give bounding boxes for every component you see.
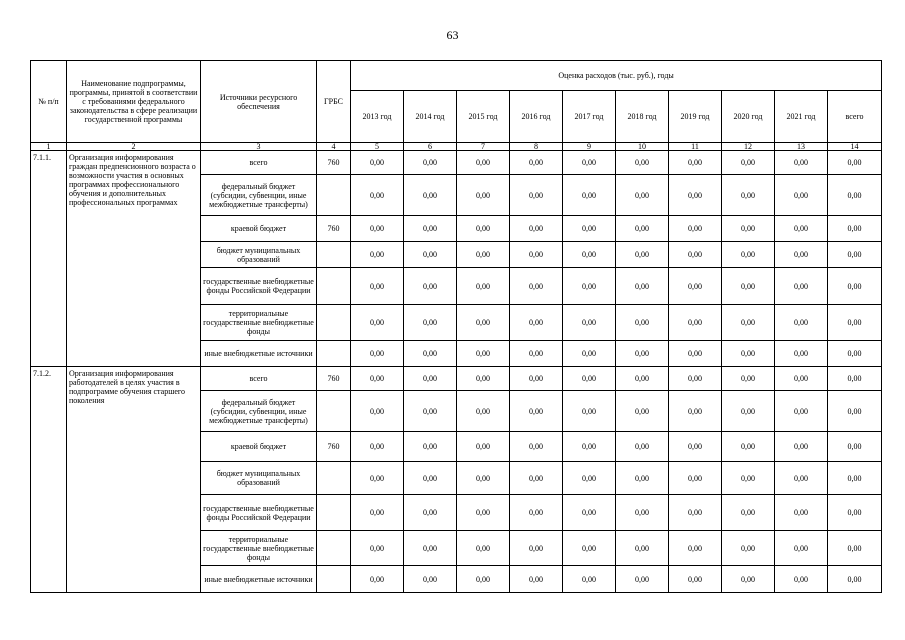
expense-value: 0,00 — [616, 268, 669, 305]
grbs-code — [317, 175, 351, 216]
expense-value: 0,00 — [828, 566, 882, 593]
expense-value: 0,00 — [616, 432, 669, 462]
expense-value: 0,00 — [828, 462, 882, 495]
header-year: 2015 год — [457, 91, 510, 143]
expense-value: 0,00 — [563, 216, 616, 242]
expense-value: 0,00 — [669, 305, 722, 341]
expense-value: 0,00 — [722, 432, 775, 462]
grbs-code: 760 — [317, 367, 351, 391]
column-number: 13 — [775, 143, 828, 151]
expense-value: 0,00 — [563, 495, 616, 531]
expense-value: 0,00 — [722, 391, 775, 432]
expense-value: 0,00 — [510, 305, 563, 341]
grbs-code: 760 — [317, 216, 351, 242]
expense-value: 0,00 — [404, 268, 457, 305]
expense-value: 0,00 — [457, 531, 510, 566]
expense-value: 0,00 — [457, 305, 510, 341]
expense-value: 0,00 — [351, 566, 404, 593]
grbs-code — [317, 268, 351, 305]
expense-value: 0,00 — [563, 432, 616, 462]
expense-value: 0,00 — [351, 462, 404, 495]
expense-value: 0,00 — [510, 432, 563, 462]
header-year: 2018 год — [616, 91, 669, 143]
section-name: Организация информирования граждан предпенсионного возраста о возможности участия в основных программах профессионального обучения и дополнительных профессиональных программах — [67, 151, 201, 367]
expense-value: 0,00 — [457, 151, 510, 175]
expense-value: 0,00 — [722, 462, 775, 495]
expense-value: 0,00 — [510, 391, 563, 432]
grbs-code: 760 — [317, 432, 351, 462]
header-year: 2014 год — [404, 91, 457, 143]
expense-value: 0,00 — [510, 175, 563, 216]
header-num: № п/п — [31, 61, 67, 143]
column-number: 10 — [616, 143, 669, 151]
expense-value: 0,00 — [616, 462, 669, 495]
funding-source: краевой бюджет — [201, 432, 317, 462]
expense-value: 0,00 — [775, 151, 828, 175]
expense-value: 0,00 — [828, 305, 882, 341]
expense-value: 0,00 — [775, 531, 828, 566]
expense-value: 0,00 — [722, 367, 775, 391]
expense-value: 0,00 — [563, 367, 616, 391]
expense-value: 0,00 — [351, 175, 404, 216]
expense-value: 0,00 — [616, 242, 669, 268]
expense-value: 0,00 — [616, 495, 669, 531]
header-grbs: ГРБС — [317, 61, 351, 143]
expense-value: 0,00 — [669, 531, 722, 566]
column-number: 11 — [669, 143, 722, 151]
expense-value: 0,00 — [351, 305, 404, 341]
expense-value: 0,00 — [457, 341, 510, 367]
funding-source: краевой бюджет — [201, 216, 317, 242]
expense-value: 0,00 — [563, 305, 616, 341]
expense-value: 0,00 — [722, 216, 775, 242]
grbs-code — [317, 305, 351, 341]
expense-value: 0,00 — [351, 367, 404, 391]
expense-value: 0,00 — [775, 367, 828, 391]
expense-value: 0,00 — [563, 341, 616, 367]
header-year: 2017 год — [563, 91, 616, 143]
column-number: 5 — [351, 143, 404, 151]
expense-value: 0,00 — [404, 216, 457, 242]
expense-value: 0,00 — [563, 268, 616, 305]
expense-value: 0,00 — [722, 175, 775, 216]
header-year: 2020 год — [722, 91, 775, 143]
header-year: 2013 год — [351, 91, 404, 143]
expense-value: 0,00 — [828, 216, 882, 242]
expense-value: 0,00 — [457, 462, 510, 495]
section-number: 7.1.2. — [31, 367, 67, 593]
expense-value: 0,00 — [563, 391, 616, 432]
expense-value: 0,00 — [722, 531, 775, 566]
expense-value: 0,00 — [616, 566, 669, 593]
section-name: Организация информирования работодателей в целях участия в подпрограмме обучения старшего поколения — [67, 367, 201, 593]
expense-value: 0,00 — [404, 462, 457, 495]
expense-value: 0,00 — [828, 151, 882, 175]
expense-value: 0,00 — [404, 391, 457, 432]
expense-value: 0,00 — [457, 566, 510, 593]
funding-source: государственные внебюджетные фонды Российской Федерации — [201, 495, 317, 531]
column-number: 1 — [31, 143, 67, 151]
expense-value: 0,00 — [669, 268, 722, 305]
expense-value: 0,00 — [563, 151, 616, 175]
header-source: Источники ресурсного обеспечения — [201, 61, 317, 143]
expense-value: 0,00 — [351, 216, 404, 242]
expense-value: 0,00 — [775, 566, 828, 593]
expense-value: 0,00 — [510, 367, 563, 391]
funding-source: всего — [201, 151, 317, 175]
grbs-code — [317, 531, 351, 566]
expense-value: 0,00 — [828, 531, 882, 566]
expense-value: 0,00 — [404, 175, 457, 216]
expense-value: 0,00 — [563, 462, 616, 495]
page-number: 63 — [446, 28, 459, 42]
expense-value: 0,00 — [404, 432, 457, 462]
expense-value: 0,00 — [775, 341, 828, 367]
expense-value: 0,00 — [510, 268, 563, 305]
expense-value: 0,00 — [616, 367, 669, 391]
expense-value: 0,00 — [616, 391, 669, 432]
funding-source: бюджет муниципальных образований — [201, 242, 317, 268]
header-estimate: Оценка расходов (тыс. руб.), годы — [351, 61, 882, 91]
table-row — [31, 367, 882, 391]
expense-value: 0,00 — [616, 531, 669, 566]
expense-value: 0,00 — [616, 305, 669, 341]
expense-value: 0,00 — [404, 367, 457, 391]
expense-value: 0,00 — [563, 175, 616, 216]
expense-value: 0,00 — [722, 305, 775, 341]
expense-value: 0,00 — [510, 242, 563, 268]
table-row — [31, 151, 882, 175]
expense-value: 0,00 — [351, 268, 404, 305]
expense-value: 0,00 — [457, 175, 510, 216]
column-number: 2 — [67, 143, 201, 151]
expense-value: 0,00 — [775, 432, 828, 462]
expense-value: 0,00 — [510, 462, 563, 495]
header-year: 2019 год — [669, 91, 722, 143]
funding-source: бюджет муниципальных образований — [201, 462, 317, 495]
header-year: всего — [828, 91, 882, 143]
expense-value: 0,00 — [828, 341, 882, 367]
expense-value: 0,00 — [669, 566, 722, 593]
column-number: 3 — [201, 143, 317, 151]
expense-table — [30, 60, 882, 593]
expense-value: 0,00 — [669, 341, 722, 367]
expense-value: 0,00 — [404, 305, 457, 341]
expense-value: 0,00 — [404, 495, 457, 531]
expense-value: 0,00 — [510, 151, 563, 175]
expense-value: 0,00 — [457, 391, 510, 432]
expense-value: 0,00 — [616, 151, 669, 175]
grbs-code — [317, 495, 351, 531]
expense-value: 0,00 — [775, 495, 828, 531]
expense-value: 0,00 — [351, 391, 404, 432]
column-number: 12 — [722, 143, 775, 151]
funding-source: государственные внебюджетные фонды Российской Федерации — [201, 268, 317, 305]
expense-value: 0,00 — [457, 495, 510, 531]
expense-value: 0,00 — [722, 566, 775, 593]
expense-value: 0,00 — [510, 531, 563, 566]
expense-value: 0,00 — [510, 341, 563, 367]
grbs-code — [317, 341, 351, 367]
expense-value: 0,00 — [775, 175, 828, 216]
expense-value: 0,00 — [669, 151, 722, 175]
expense-value: 0,00 — [616, 175, 669, 216]
funding-source: территориальные государственные внебюджетные фонды — [201, 531, 317, 566]
header-year: 2016 год — [510, 91, 563, 143]
expense-value: 0,00 — [828, 495, 882, 531]
expense-value: 0,00 — [404, 242, 457, 268]
expense-value: 0,00 — [457, 216, 510, 242]
expense-value: 0,00 — [828, 268, 882, 305]
header-name: Наименование подпрограммы, программы, принятой в соответствии с требованиями федерального законодательства в сфере реализации государственной программы — [67, 61, 201, 143]
expense-value: 0,00 — [828, 367, 882, 391]
funding-source: территориальные государственные внебюджетные фонды — [201, 305, 317, 341]
expense-value: 0,00 — [563, 566, 616, 593]
expense-value: 0,00 — [722, 268, 775, 305]
expense-value: 0,00 — [775, 242, 828, 268]
expense-value: 0,00 — [351, 495, 404, 531]
column-number: 4 — [317, 143, 351, 151]
expense-value: 0,00 — [351, 151, 404, 175]
expense-value: 0,00 — [775, 216, 828, 242]
expense-value: 0,00 — [457, 367, 510, 391]
expense-value: 0,00 — [510, 566, 563, 593]
column-number: 8 — [510, 143, 563, 151]
expense-value: 0,00 — [669, 432, 722, 462]
expense-value: 0,00 — [510, 495, 563, 531]
expense-value: 0,00 — [457, 242, 510, 268]
expense-value: 0,00 — [510, 216, 563, 242]
grbs-code — [317, 391, 351, 432]
expense-value: 0,00 — [828, 391, 882, 432]
expense-value: 0,00 — [351, 341, 404, 367]
expense-value: 0,00 — [828, 175, 882, 216]
funding-source: федеральный бюджет (субсидии, субвенции, иные межбюджетные трансферты) — [201, 175, 317, 216]
column-number: 9 — [563, 143, 616, 151]
expense-value: 0,00 — [563, 242, 616, 268]
expense-value: 0,00 — [722, 242, 775, 268]
expense-value: 0,00 — [404, 151, 457, 175]
column-number: 7 — [457, 143, 510, 151]
expense-value: 0,00 — [351, 531, 404, 566]
expense-value: 0,00 — [669, 216, 722, 242]
expense-value: 0,00 — [404, 531, 457, 566]
expense-value: 0,00 — [616, 341, 669, 367]
expense-value: 0,00 — [563, 531, 616, 566]
expense-value: 0,00 — [457, 432, 510, 462]
expense-value: 0,00 — [775, 462, 828, 495]
expense-value: 0,00 — [722, 151, 775, 175]
column-number: 6 — [404, 143, 457, 151]
expense-value: 0,00 — [669, 242, 722, 268]
expense-value: 0,00 — [669, 367, 722, 391]
expense-value: 0,00 — [404, 341, 457, 367]
header-year: 2021 год — [775, 91, 828, 143]
expense-value: 0,00 — [722, 341, 775, 367]
expense-value: 0,00 — [828, 432, 882, 462]
expense-value: 0,00 — [616, 216, 669, 242]
expense-value: 0,00 — [669, 495, 722, 531]
expense-value: 0,00 — [722, 495, 775, 531]
grbs-code — [317, 462, 351, 495]
grbs-code: 760 — [317, 151, 351, 175]
expense-value: 0,00 — [351, 432, 404, 462]
section-number: 7.1.1. — [31, 151, 67, 367]
expense-value: 0,00 — [669, 391, 722, 432]
expense-value: 0,00 — [775, 391, 828, 432]
expense-value: 0,00 — [457, 268, 510, 305]
expense-value: 0,00 — [351, 242, 404, 268]
grbs-code — [317, 566, 351, 593]
expense-value: 0,00 — [828, 242, 882, 268]
funding-source: иные внебюджетные источники — [201, 566, 317, 593]
expense-value: 0,00 — [669, 462, 722, 495]
expense-value: 0,00 — [775, 268, 828, 305]
column-number: 14 — [828, 143, 882, 151]
expense-value: 0,00 — [404, 566, 457, 593]
grbs-code — [317, 242, 351, 268]
funding-source: федеральный бюджет (субсидии, субвенции, иные межбюджетные трансферты) — [201, 391, 317, 432]
funding-source: всего — [201, 367, 317, 391]
expense-value: 0,00 — [775, 305, 828, 341]
expense-value: 0,00 — [669, 175, 722, 216]
funding-source: иные внебюджетные источники — [201, 341, 317, 367]
